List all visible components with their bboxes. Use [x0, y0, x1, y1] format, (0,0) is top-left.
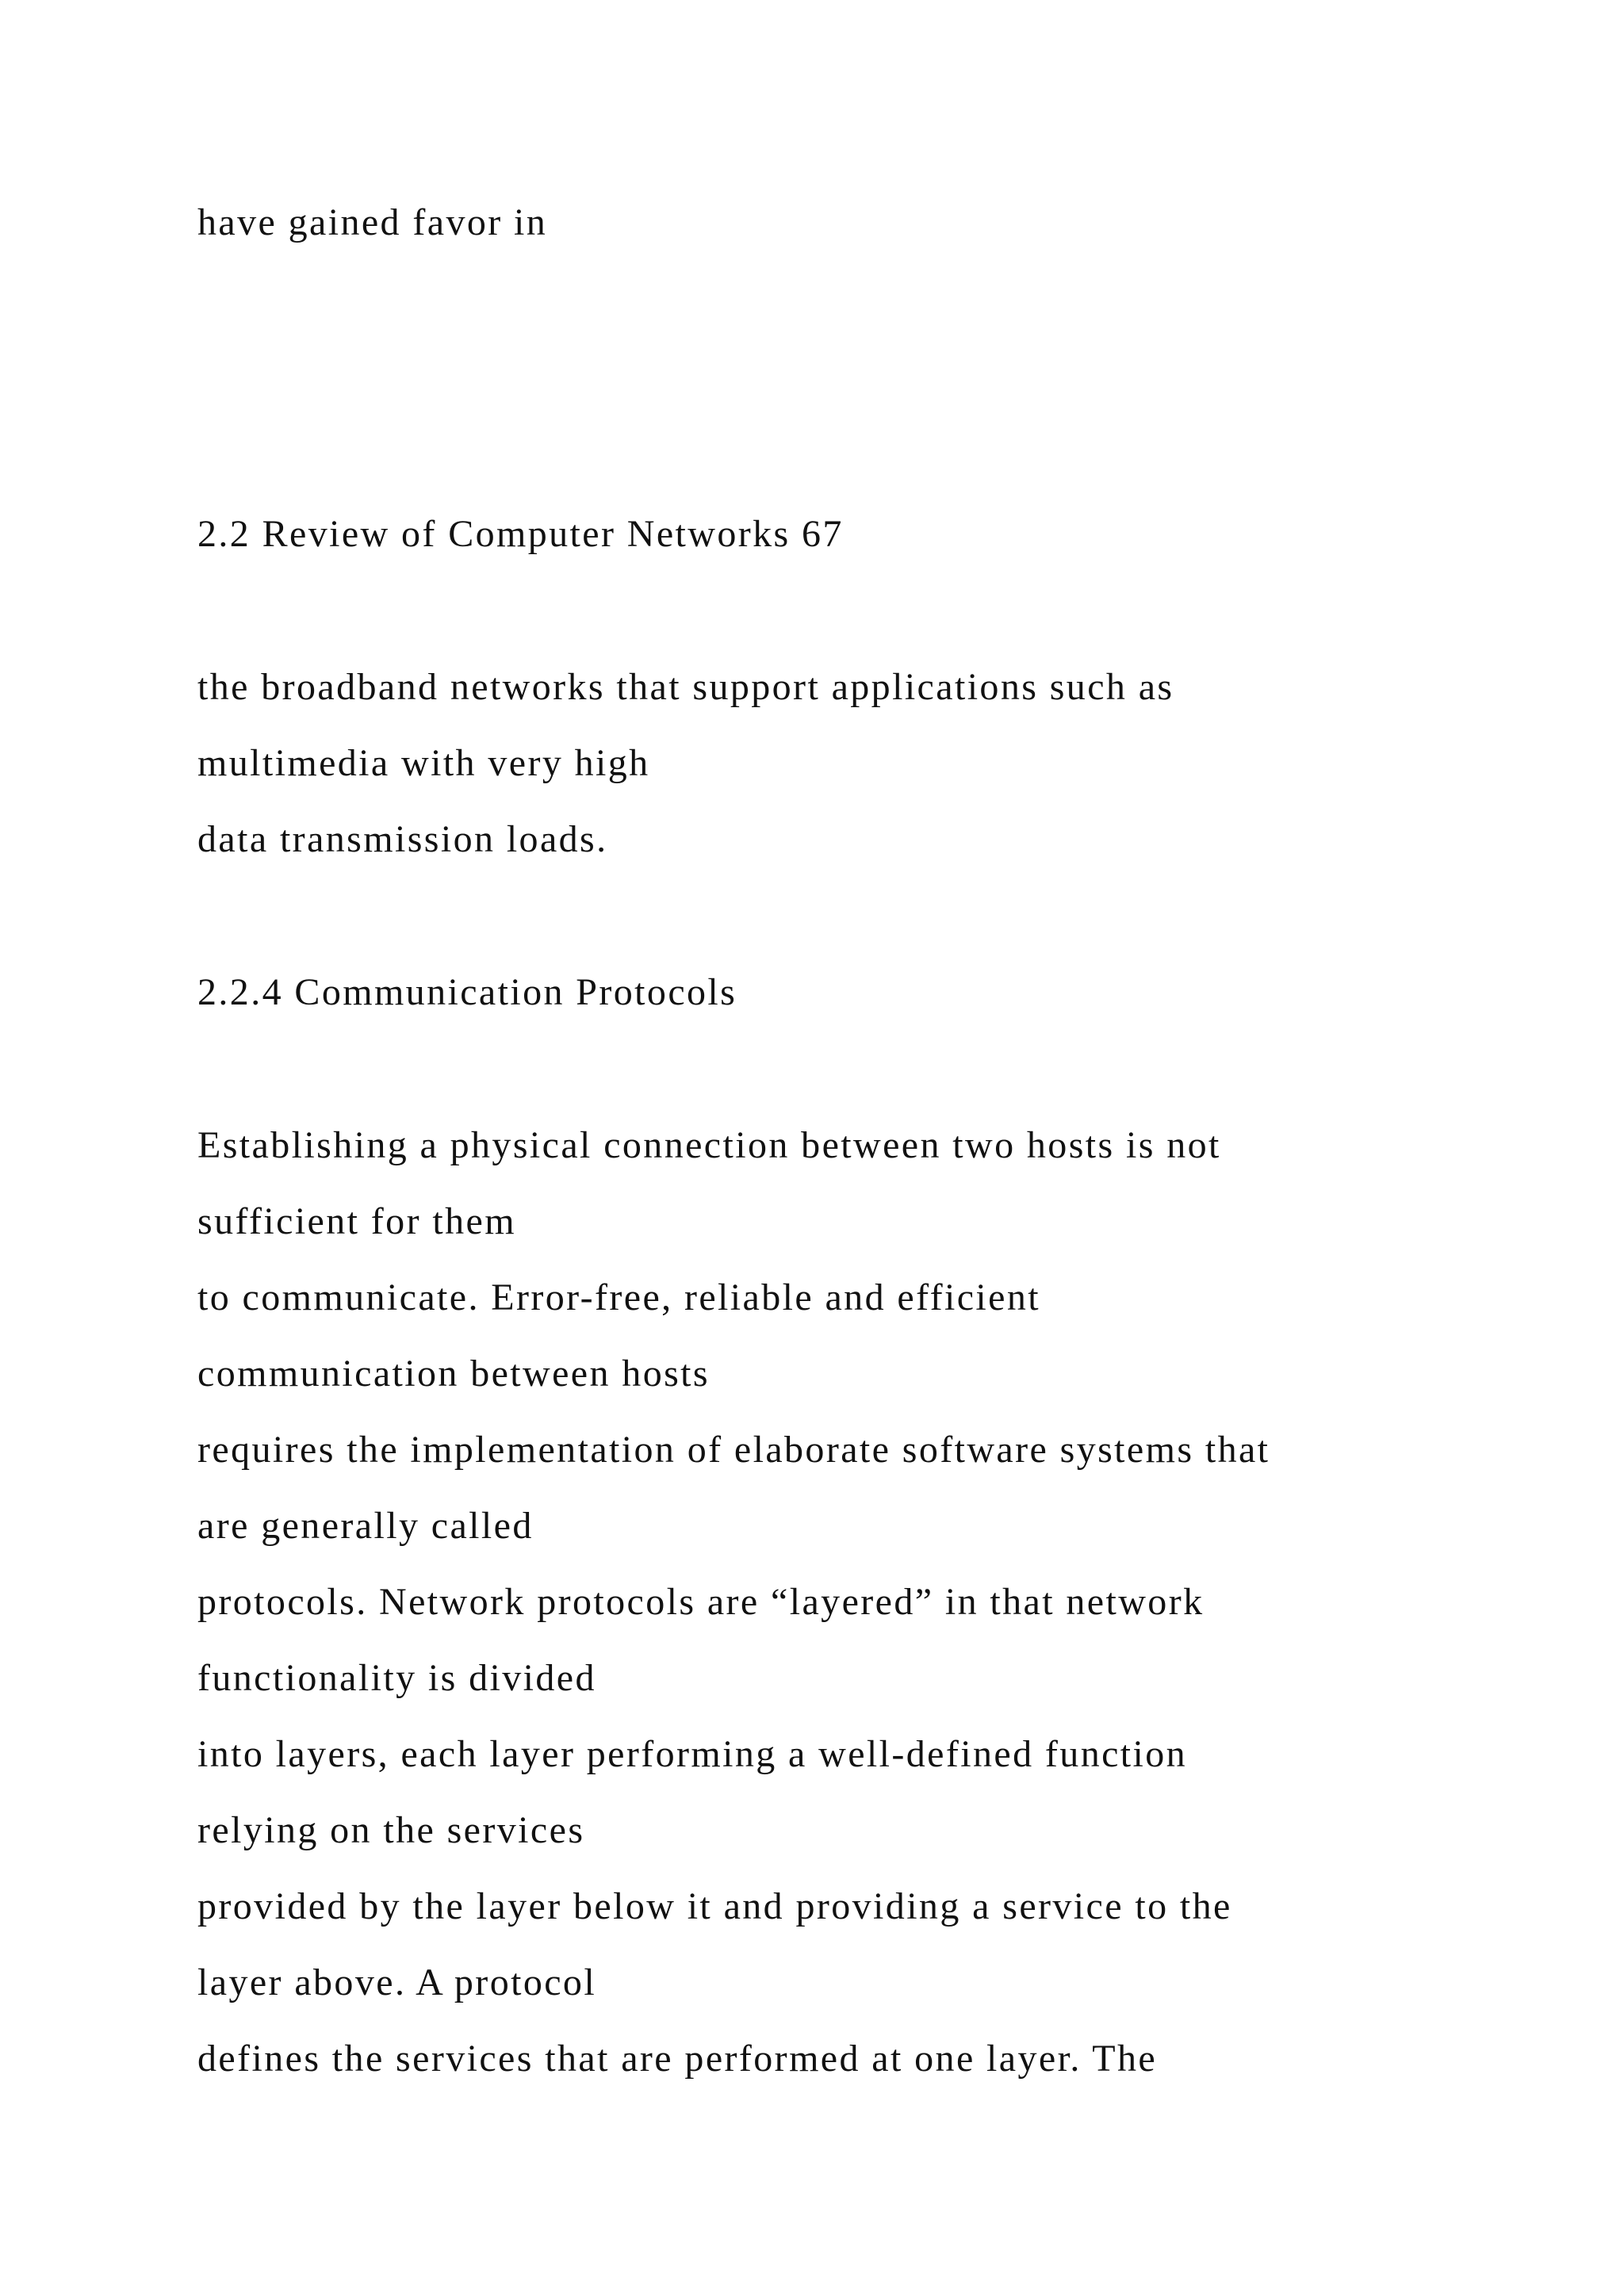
- paragraph-line: sufficient for them: [197, 1200, 516, 1242]
- paragraph-line: are generally called: [197, 1505, 534, 1547]
- section-heading: 2.2.4 Communication Protocols: [197, 971, 737, 1013]
- paragraph-line: defines the services that are performed at one layer. The: [197, 2038, 1158, 2080]
- paragraph-line: into layers, each layer performing a well-defined function: [197, 1733, 1188, 1775]
- paragraph-line: functionality is divided: [197, 1657, 596, 1699]
- paragraph-line: the broadband networks that support applications such as: [197, 666, 1174, 708]
- fragment-line: have gained favor in: [197, 201, 548, 243]
- paragraph-line: communication between hosts: [197, 1353, 710, 1395]
- paragraph-line: multimedia with very high: [197, 742, 650, 784]
- paragraph-line: requires the implementation of elaborate software systems that: [197, 1429, 1270, 1471]
- running-header: 2.2 Review of Computer Networks 67: [197, 513, 844, 555]
- paragraph-line: data transmission loads.: [197, 818, 608, 860]
- paragraph-line: relying on the services: [197, 1809, 585, 1851]
- paragraph-line: Establishing a physical connection between two hosts is not: [197, 1124, 1221, 1166]
- paragraph-line: to communicate. Error-free, reliable and efficient: [197, 1276, 1041, 1318]
- paragraph-line: layer above. A protocol: [197, 1961, 597, 2003]
- paragraph-line: provided by the layer below it and providing a service to the: [197, 1885, 1232, 1927]
- paragraph-line: protocols. Network protocols are “layered” in that network: [197, 1581, 1205, 1623]
